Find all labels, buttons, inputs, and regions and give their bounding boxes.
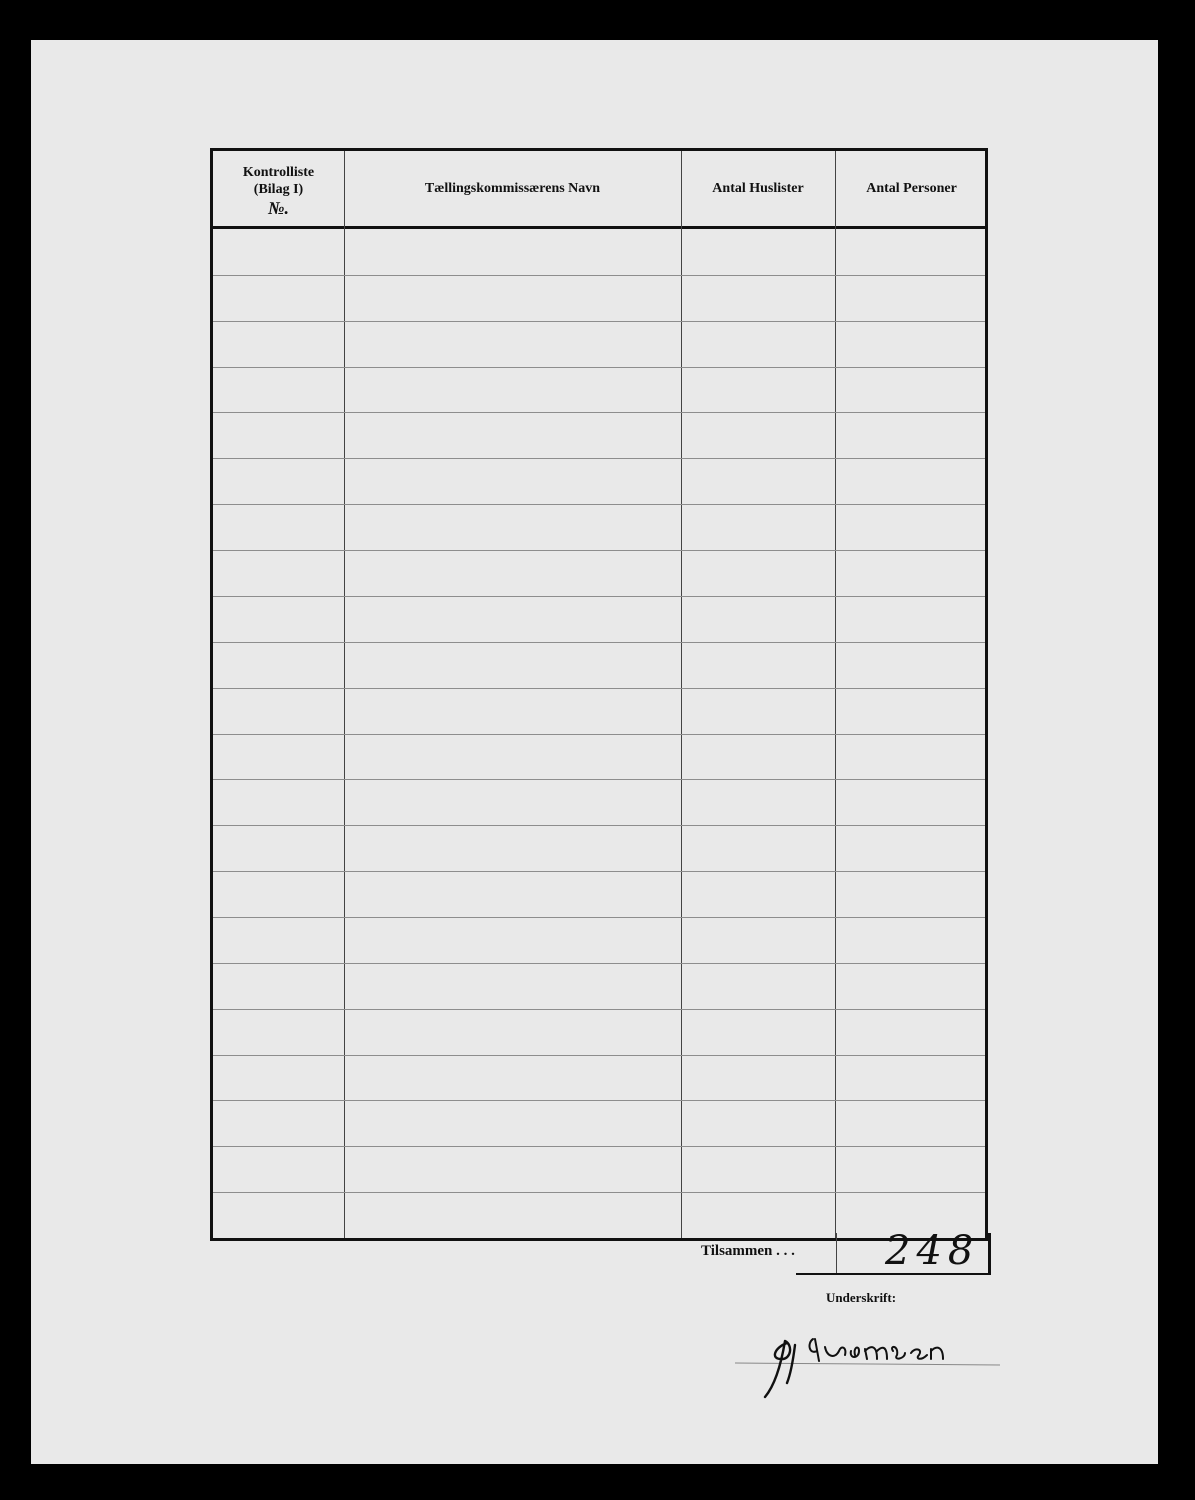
header-commissioner-name: Tællingskommissærens Navn xyxy=(424,180,601,196)
totals-divider xyxy=(836,1233,837,1275)
header-kontrolliste-line2: (Bilag I) xyxy=(253,182,304,197)
row-rule xyxy=(213,963,985,964)
header-persons-count: Antal Personer xyxy=(866,180,957,196)
row-rule xyxy=(213,871,985,872)
table-header-row xyxy=(213,151,985,229)
row-rule xyxy=(213,458,985,459)
handwritten-signature xyxy=(735,1325,1005,1405)
row-rule xyxy=(213,367,985,368)
table-body xyxy=(213,229,985,1238)
header-household-lists-count: Antal Huslister xyxy=(712,180,804,196)
row-rule xyxy=(213,1055,985,1056)
total-persons-value: 248 xyxy=(885,1228,980,1274)
header-kontrolliste-line1: Kontrolliste xyxy=(242,165,315,180)
row-rule xyxy=(213,504,985,505)
row-rule xyxy=(213,1009,985,1010)
totals-label: Tilsammen . . . xyxy=(701,1243,795,1259)
row-rule xyxy=(213,917,985,918)
row-rule xyxy=(213,1192,985,1193)
row-rule xyxy=(213,596,985,597)
row-rule xyxy=(213,1100,985,1101)
row-rule xyxy=(213,321,985,322)
row-rule xyxy=(213,688,985,689)
row-rule xyxy=(213,734,985,735)
signature-label: Underskrift: xyxy=(826,1290,897,1305)
row-rule xyxy=(213,550,985,551)
header-numero-sign: №. xyxy=(268,198,289,218)
row-rule xyxy=(213,779,985,780)
header-kontrolliste xyxy=(213,151,344,226)
row-rule xyxy=(213,412,985,413)
row-rule xyxy=(213,825,985,826)
census-form-table xyxy=(210,148,988,1241)
row-rule xyxy=(213,642,985,643)
row-rule xyxy=(213,275,985,276)
totals-border xyxy=(988,1233,991,1275)
row-rule xyxy=(213,1146,985,1147)
